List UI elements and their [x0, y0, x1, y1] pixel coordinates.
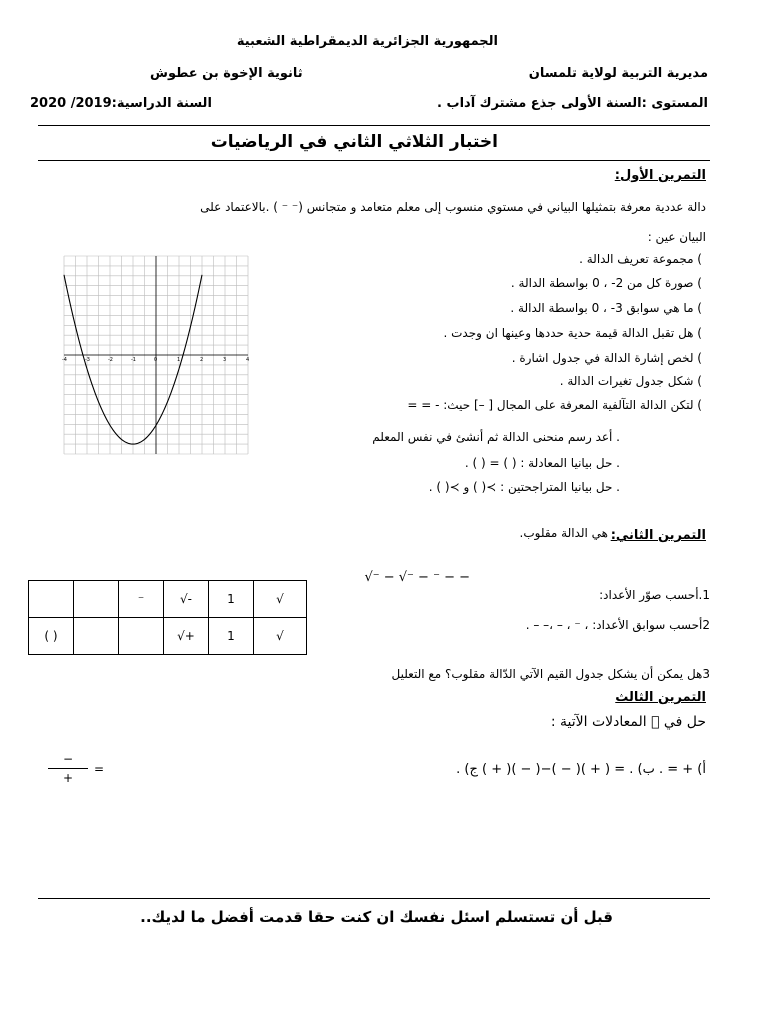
- ex2-heading: التمرين الثاني:: [610, 528, 706, 543]
- table-cell: [74, 618, 119, 655]
- tick-label: -4: [62, 357, 67, 363]
- directorate: مديرية التربية لولاية تلمسان: [528, 66, 708, 81]
- ex1-heading: التمرين الأول:: [614, 168, 706, 183]
- ex2-q1-expr: √⁻ − √⁻ − ⁻ − −: [364, 570, 470, 585]
- fraction-bottom: +: [62, 771, 74, 785]
- ex1-sub-3: . حل بيانيا المتراجحتين : ≻( ) و ≻( ) .: [428, 480, 620, 494]
- page-title: اختبار الثلاثي الثاني في الرياضيات: [210, 132, 498, 152]
- function-graph: [58, 250, 254, 460]
- school-name: ثانوية الإخوة بن عطوش: [150, 66, 303, 81]
- level: المستوى :السنة الأولى جذع مشترك آداب .: [437, 96, 708, 111]
- table-cell: ⁻: [119, 581, 164, 618]
- ex1-item-1: ) مجموعة تعريف الدالة .: [579, 252, 702, 266]
- footer-divider: [38, 898, 710, 899]
- tick-label: 3: [223, 357, 227, 363]
- values-table: [28, 580, 307, 655]
- fraction-eq: =: [94, 762, 105, 776]
- divider: [38, 125, 710, 126]
- tick-label: 0: [154, 357, 158, 363]
- ex1-intro: دالة عددية معرفة بتمثيلها البياني في مستوي منسوب إلى معلم متعامد و متجانس (⁻ ⁻ ) .بالاعتماد على: [200, 200, 706, 214]
- table-cell: √+: [164, 618, 209, 655]
- ex3-equations: أ) + = . ب) . = ( + )( − )−( − )( + ) ج) .: [456, 762, 706, 777]
- ex1-item-4: ) هل تقبل الدالة قيمة حدية حددها وعينها ان وجدت .: [443, 326, 702, 340]
- tick-label: -1: [131, 357, 136, 363]
- fraction-bar: [48, 768, 88, 769]
- ex2-q2: 2أحسب سوابق الأعداد: ، ⁻ ، – ،– – .: [525, 618, 710, 632]
- ex1-item-5: ) لخص إشارة الدالة في جدول اشارة .: [511, 351, 702, 365]
- footer-quote: قبل أن تستسلم اسئل نفسك ان كنت حقا قدمت أفضل ما لديك..: [140, 908, 613, 926]
- republic-title: الجمهورية الجزائرية الديمقراطية الشعبية: [236, 34, 498, 49]
- ex1-sub-1: . أعد رسم منحنى الدالة ثم أنشئ في نفس المعلم: [372, 430, 620, 444]
- ex2-q1: 1.أحسب صوّر الأعداد:: [599, 588, 710, 602]
- tick-label: -3: [85, 357, 90, 363]
- table-cell: 1: [209, 618, 254, 655]
- table-cell: √: [254, 581, 307, 618]
- fraction-top: −: [62, 752, 74, 766]
- table-cell: √-: [164, 581, 209, 618]
- ex2-q3: 3هل يمكن أن يشكل جدول القيم الآتي الدّالة مقلوب؟ مع التعليل: [391, 667, 710, 681]
- ex1-intro2: البيان عين :: [647, 230, 706, 244]
- table-cell: [29, 581, 74, 618]
- tick-label: 2: [200, 357, 204, 363]
- ex3-heading: التمرين الثالث: [615, 690, 706, 705]
- fraction: [48, 752, 88, 785]
- ex1-item-6: ) شكل جدول تغيرات الدالة .: [559, 374, 702, 388]
- table-cell: ( ): [29, 618, 74, 655]
- tick-label: 1: [177, 357, 181, 363]
- ex1-item-3: ) ما هي سوابق 3- ، 0 بواسطة الدالة .: [510, 301, 702, 315]
- divider: [38, 160, 710, 161]
- table-cell: √: [254, 618, 307, 655]
- ex3-intro: حل في ⃞ المعادلات الآتية :: [550, 714, 706, 730]
- ex1-item-7: ) لتكن الدالة التآلفية المعرفة على المجال [ –] حيث: - = =: [407, 398, 702, 412]
- table-cell: [119, 618, 164, 655]
- tick-label: 4: [246, 357, 250, 363]
- ex1-sub-2: . حل بيانيا المعادلة : ( ) = ( ) .: [464, 456, 620, 470]
- ex1-item-2: ) صورة كل من 2- ، 0 بواسطة الدالة .: [510, 276, 702, 290]
- table-cell: [74, 581, 119, 618]
- table-cell: 1: [209, 581, 254, 618]
- school-year: السنة الدراسية:2019/ 2020: [30, 96, 212, 111]
- tick-label: -2: [108, 357, 113, 363]
- ex2-intro: هي الدالة مقلوب.: [519, 526, 608, 540]
